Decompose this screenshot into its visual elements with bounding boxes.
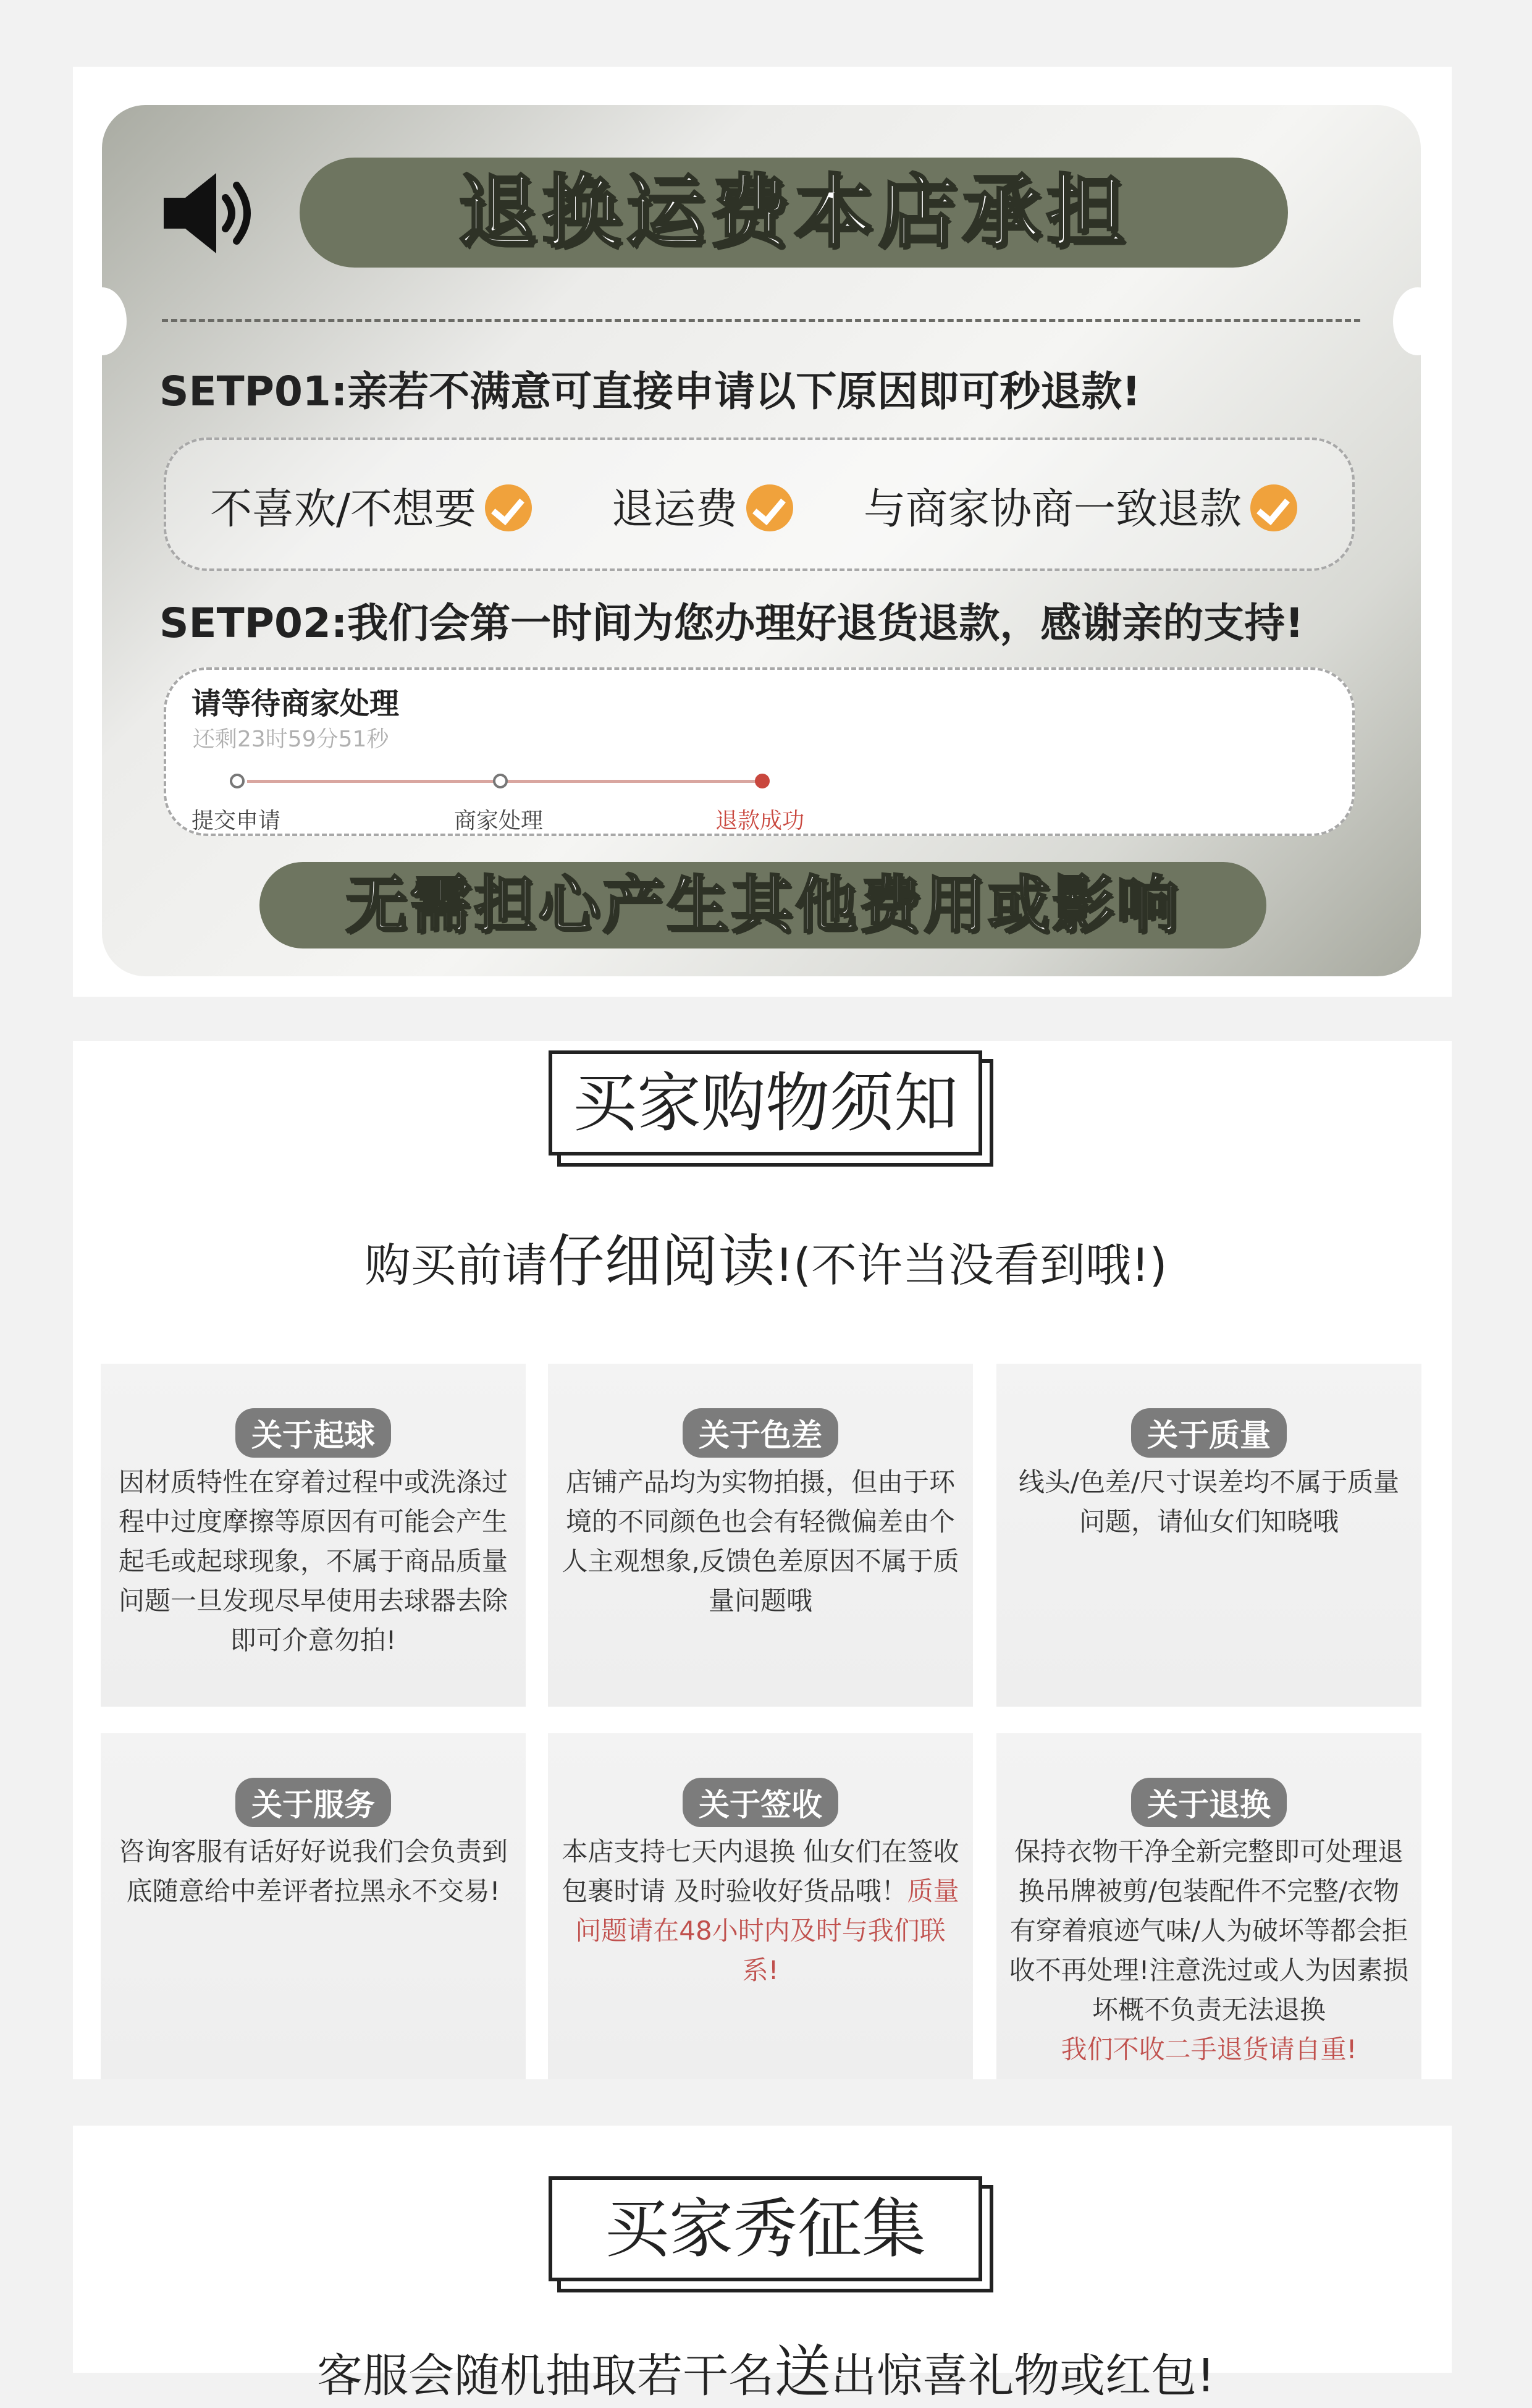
- footer-pill: 无需担心产生其他费用或影响: [259, 862, 1266, 948]
- showcase-title: 买家秀征集: [549, 2176, 982, 2281]
- card-text-highlight: 我们不收二手退货请自重!: [1061, 2034, 1357, 2064]
- reason-item: [864, 476, 1297, 536]
- status-title: 请等待商家处理: [192, 686, 400, 721]
- progress-track: [247, 780, 494, 783]
- card-text: 因材质特性在穿着过程中或洗涤过程中过度摩擦等原因有可能会产生起毛或起球现象，不属于商品质量问题一旦发现尽早使用去球器去除即可介意勿拍!: [118, 1467, 508, 1655]
- card-text: 线头/色差/尺寸误差均不属于质量问题，请仙女们知晓哦: [1018, 1467, 1400, 1537]
- stage-dot: [493, 774, 508, 788]
- subtitle-emphasis: 仔细阅读: [547, 1228, 775, 1295]
- reason-item: [612, 476, 793, 536]
- card-tag: 关于签收: [683, 1778, 838, 1827]
- subtitle-part: 出惊喜礼物或红包!: [831, 2349, 1215, 2402]
- notice-card-quality: [996, 1364, 1421, 1707]
- reason-item: [210, 476, 532, 536]
- progress-track: [507, 780, 760, 783]
- card-tag: 关于色差: [683, 1408, 838, 1458]
- dashed-divider: [162, 319, 1360, 322]
- stage-label-active: 退款成功: [715, 808, 805, 834]
- card-text: 咨询客服有话好好说我们会负责到底随意给中差评者拉黑永不交易!: [118, 1836, 508, 1906]
- step2-text: SETP02:我们会第一时间为您办理好退货退款，感谢亲的支持!: [159, 599, 1304, 647]
- stage-dot-active: [755, 774, 770, 788]
- check-icon: [485, 484, 532, 531]
- ticket-notch-left: [77, 287, 127, 355]
- card-tag: 关于服务: [235, 1778, 391, 1827]
- card-tag: 关于质量: [1131, 1408, 1287, 1458]
- stage-label: 提交申请: [192, 808, 281, 834]
- notice-card-color: [548, 1364, 973, 1707]
- card-text: 店铺产品均为实物拍摄，但由于环境的不同颜色也会有轻微偏差由个人主观想象,反馈色差原因不属于质量问题哦: [562, 1467, 959, 1616]
- card-text-wrap: [560, 1832, 961, 1990]
- check-icon: [1250, 484, 1297, 531]
- subtitle-part: 购买前请: [364, 1239, 548, 1292]
- status-countdown: 还剩23时59分51秒: [193, 727, 389, 752]
- notice-title: 买家购物须知: [549, 1050, 982, 1155]
- notice-card-pilling: [101, 1364, 526, 1707]
- notice-card-returns: [996, 1733, 1421, 2079]
- card-text: 保持衣物干净全新完整即可处理退换吊牌被剪/包装配件不完整/衣物有穿着痕迹气味/人为破坏等都会拒收不再处理!注意洗过或人为因素损坏概不负责无法退换: [1009, 1836, 1409, 2025]
- speaker-icon: [158, 167, 263, 260]
- showcase-subtitle: [0, 2326, 1532, 2408]
- headline-pill: 退换运费本店承担: [300, 158, 1288, 268]
- subtitle-part: 客服会随机抽取若干名: [317, 2349, 775, 2402]
- check-icon: [746, 484, 793, 531]
- notice-subtitle: [0, 1216, 1532, 1298]
- step1-text: SETP01:亲若不满意可直接申请以下原因即可秒退款!: [159, 368, 1141, 415]
- card-tag: 关于起球: [235, 1408, 391, 1458]
- reason-label: 退运费: [612, 485, 738, 534]
- notice-card-service: [101, 1733, 526, 2079]
- subtitle-emphasis: 送: [774, 2339, 831, 2405]
- stage-label: 商家处理: [454, 808, 544, 834]
- stage-dot: [230, 774, 245, 788]
- card-text-highlight: 质量问题请在48小时内及时与我们联系!: [575, 1876, 959, 1985]
- card-text-wrap: [1009, 1832, 1409, 2069]
- ticket-notch-right: [1393, 287, 1442, 355]
- reason-label: 与商家协商一致退款: [864, 485, 1242, 534]
- reason-label: 不喜欢/不想要: [210, 485, 476, 534]
- card-tag: 关于退换: [1131, 1778, 1287, 1827]
- card-text: 本店支持七天内退换 仙女们在签收包裹时请 及时验收好货品哦！: [562, 1836, 959, 1906]
- notice-card-receipt: [548, 1733, 973, 2079]
- subtitle-part: !(不许当没看到哦!): [775, 1239, 1168, 1292]
